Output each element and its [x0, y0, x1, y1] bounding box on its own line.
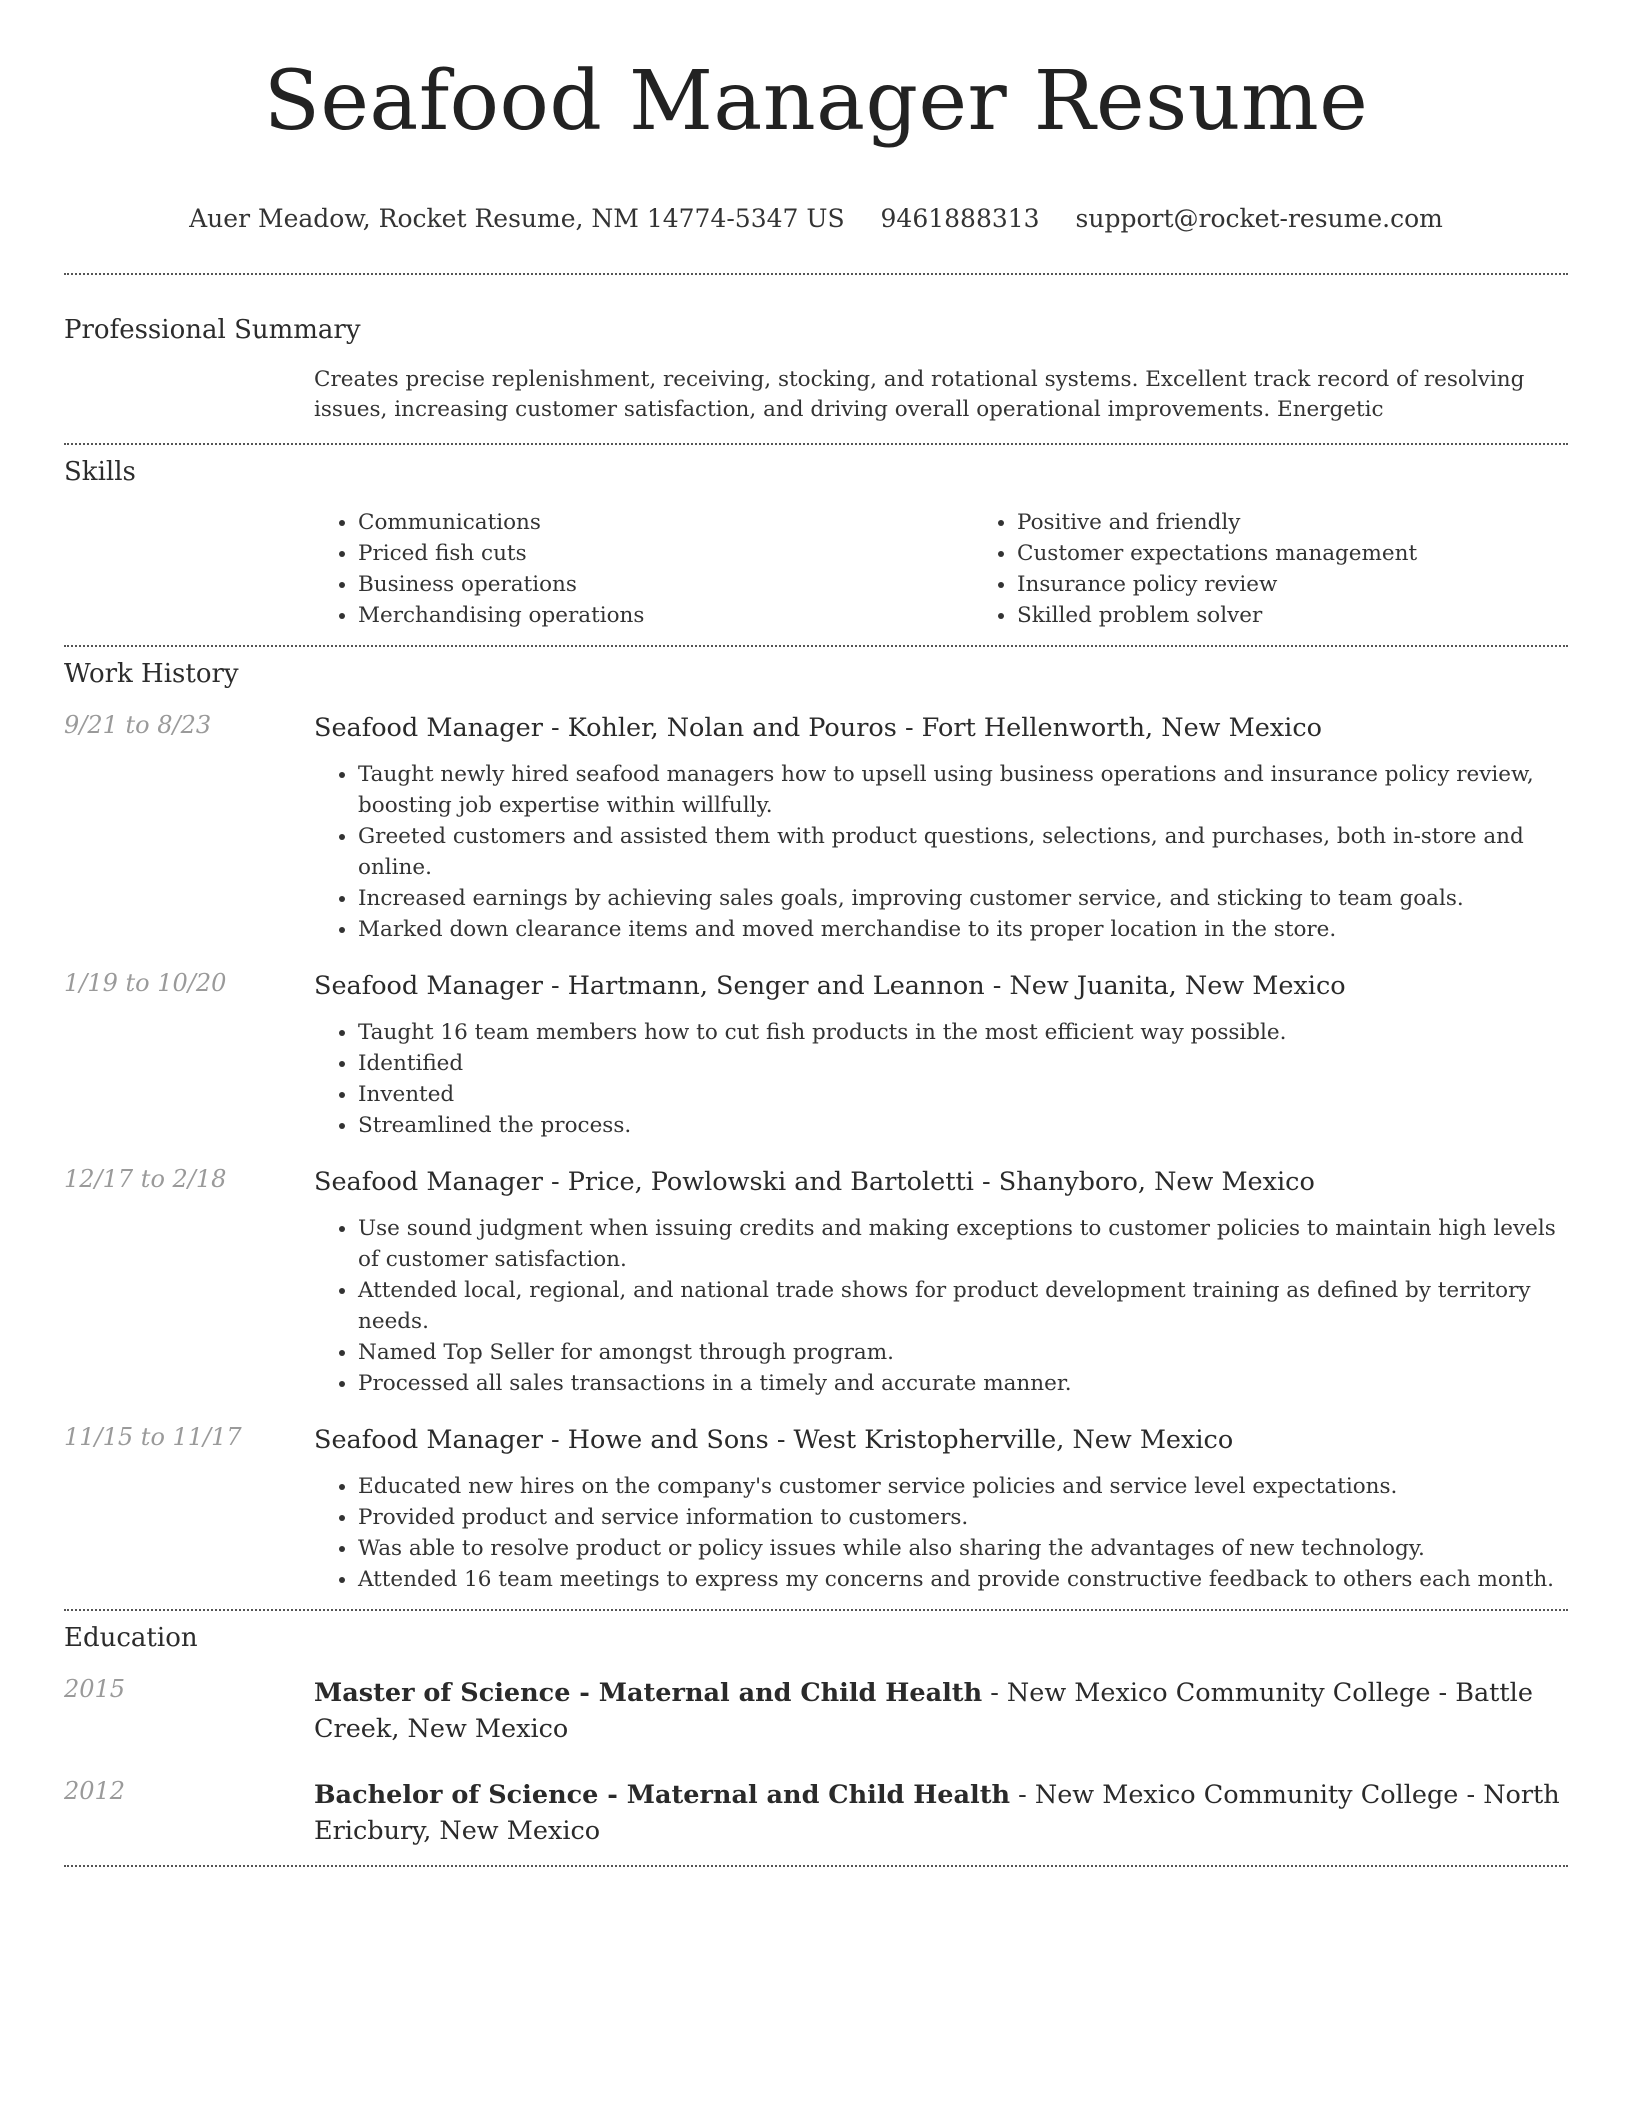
job-bullet: • Provided product and service information to customers. — [358, 1502, 1568, 1533]
contact-address: Auer Meadow, Rocket Resume, NM 14774-5347 US — [189, 204, 845, 233]
summary-heading: Professional Summary — [64, 315, 361, 345]
education-year: 2012 — [64, 1777, 126, 1805]
skill-item: • Business operations — [358, 569, 973, 600]
resume-title: Seafood Manager Resume — [263, 54, 1369, 149]
work-section — [64, 647, 1568, 1595]
job-role: Seafood Manager — [314, 971, 543, 1001]
job-details: - Hartmann, Senger and Leannon - New Juanita, New Mexico — [542, 971, 1346, 1001]
job-dates: 9/21 to 8/23 — [64, 711, 212, 739]
skills-spacer — [64, 507, 314, 631]
summary-text: Creates precise replenishment, receiving, stocking, and rotational systems. Excellent track record of resolving issues, increasing customer satisfaction, and driving overall operational improvements. Energetic — [314, 367, 1525, 422]
job-bullet: • Taught 16 team members how to cut fish products in the most efficient way possible. — [358, 1017, 1568, 1048]
education-degree: Bachelor of Science - Maternal and Child Health — [314, 1780, 1011, 1810]
skills-section — [64, 445, 1568, 645]
skill-item: • Priced fish cuts — [358, 538, 973, 569]
job-bullet: • Increased earnings by achieving sales goals, improving customer service, and sticking to team goals. — [358, 883, 1568, 914]
education-section — [64, 1611, 1568, 1865]
job-details: - Howe and Sons - West Kristopherville, New Mexico — [542, 1425, 1234, 1455]
education-heading: Education — [64, 1623, 198, 1653]
education-details: - New Mexico Community College - Battle Creek, New Mexico — [314, 1678, 1533, 1744]
job-title — [314, 1423, 1568, 1457]
job-entry — [64, 1165, 1568, 1399]
job-details: - Kohler, Nolan and Pouros - Fort Hellenworth, New Mexico — [542, 713, 1322, 743]
education-title — [314, 1777, 1568, 1849]
job-bullet: • Educated new hires on the company's customer service policies and service level expectations. — [358, 1471, 1568, 1502]
job-bullet: • Identified — [358, 1048, 1568, 1079]
skills-list-right — [973, 507, 1632, 631]
job-bullet: • Invented — [358, 1079, 1568, 1110]
education-entry — [64, 1675, 1568, 1747]
job-bullet: • Processed all sales transactions in a timely and accurate manner. — [358, 1368, 1568, 1399]
skills-list-left — [314, 507, 973, 631]
work-heading: Work History — [64, 659, 239, 689]
job-bullet: • Was able to resolve product or policy issues while also sharing the advantages of new technology. — [358, 1533, 1568, 1564]
job-role: Seafood Manager — [314, 713, 543, 743]
job-bullets — [314, 759, 1568, 945]
job-role: Seafood Manager — [314, 1425, 543, 1455]
job-bullets — [314, 1017, 1568, 1141]
contact-phone: 9461888313 — [880, 204, 1040, 233]
summary-spacer — [64, 365, 314, 425]
contact-email: support@rocket-resume.com — [1075, 204, 1443, 233]
divider — [64, 1865, 1568, 1867]
job-dates: 12/17 to 2/18 — [64, 1165, 227, 1193]
skill-item: • Merchandising operations — [358, 600, 973, 631]
job-bullet: • Taught newly hired seafood managers how to upsell using business operations and insurance policy review, boosting job expertise within willfully. — [358, 759, 1568, 821]
education-title — [314, 1675, 1568, 1747]
skill-item: • Customer expectations management — [1017, 538, 1632, 569]
job-bullet: • Attended 16 team meetings to express my concerns and provide constructive feedback to others each month. — [358, 1564, 1568, 1595]
skill-item: • Positive and friendly — [1017, 507, 1632, 538]
job-bullets — [314, 1471, 1568, 1595]
job-bullet: • Greeted customers and assisted them with product questions, selections, and purchases, both in-store and online. — [358, 821, 1568, 883]
job-bullet: • Attended local, regional, and national trade shows for product development training as defined by territory needs. — [358, 1275, 1568, 1337]
job-dates: 11/15 to 11/17 — [64, 1423, 242, 1451]
education-degree: Master of Science - Maternal and Child Health — [314, 1678, 983, 1708]
job-bullet: • Use sound judgment when issuing credits and making exceptions to customer policies to maintain high levels of customer satisfaction. — [358, 1213, 1568, 1275]
job-entry — [64, 1423, 1568, 1595]
job-entry — [64, 711, 1568, 945]
job-bullet: • Marked down clearance items and moved merchandise to its proper location in the store. — [358, 914, 1568, 945]
job-title — [314, 969, 1568, 1003]
education-year: 2015 — [64, 1675, 126, 1703]
summary-section — [64, 275, 1568, 443]
skills-heading: Skills — [64, 457, 136, 487]
job-title — [314, 711, 1568, 745]
job-entry — [64, 969, 1568, 1141]
job-bullet: • Streamlined the process. — [358, 1110, 1568, 1141]
education-details: - New Mexico Community College - North Ericbury, New Mexico — [314, 1780, 1560, 1846]
contact-line — [64, 204, 1568, 233]
job-dates: 1/19 to 10/20 — [64, 969, 227, 997]
skill-item: • Skilled problem solver — [1017, 600, 1632, 631]
skill-item: • Communications — [358, 507, 973, 538]
job-bullets — [314, 1213, 1568, 1399]
job-role: Seafood Manager — [314, 1167, 543, 1197]
skill-item: • Insurance policy review — [1017, 569, 1632, 600]
job-title — [314, 1165, 1568, 1199]
skills-columns — [314, 507, 1632, 631]
job-bullet: • Named Top Seller for amongst through program. — [358, 1337, 1568, 1368]
job-details: - Price, Powlowski and Bartoletti - Shanyboro, New Mexico — [542, 1167, 1315, 1197]
education-entry — [64, 1777, 1568, 1849]
